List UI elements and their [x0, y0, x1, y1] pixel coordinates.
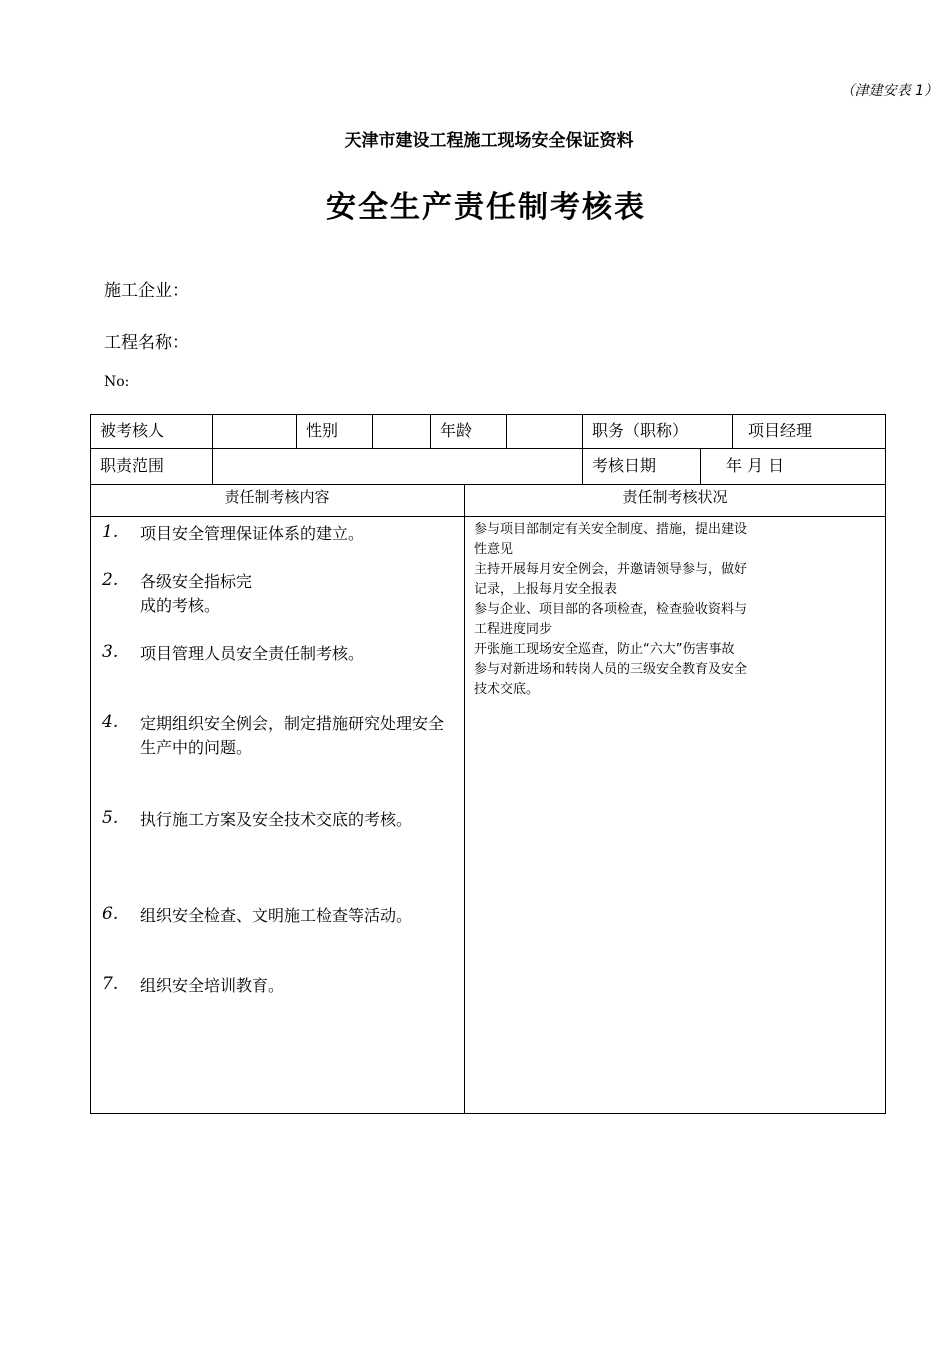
document-subtitle: 天津市建设工程施工现场安全保证资料 [344, 131, 634, 151]
item-number: 6. [102, 904, 119, 924]
assessee-label: 被考核人 [100, 421, 165, 440]
document-title: 安全生产责任制考核表 [326, 190, 646, 225]
position-value: 项目经理 [748, 421, 813, 440]
row-divider [90, 448, 886, 449]
item-number: 5. [102, 808, 119, 828]
item-number: 1. [102, 522, 119, 542]
status-line: 主持开展每月安全例会，并邀请领导参与，做好 [474, 562, 748, 577]
status-line: 技术交底。 [474, 682, 540, 697]
assessment-date-label: 考核日期 [592, 456, 657, 475]
item-number: 4. [102, 712, 119, 732]
status-line: 参与对新进场和转岗人员的三级安全教育及安全 [474, 662, 748, 677]
col-divider [506, 414, 507, 448]
col-divider [212, 414, 213, 484]
col-divider [582, 414, 583, 484]
status-line: 工程进度同步 [474, 622, 553, 637]
content-column-header: 责任制考核内容 [224, 488, 330, 506]
item-text: 项目管理人员安全责任制考核。 [140, 644, 365, 663]
item-number: 2. [102, 570, 119, 590]
gender-label: 性别 [306, 421, 339, 440]
form-code: （津建安表 1） [840, 83, 938, 99]
status-line: 参与企业、项目部的各项检查，检查验收资料与 [474, 602, 748, 617]
status-line: 记录，上报每月安全报表 [474, 582, 618, 597]
item-text: 组织安全培训教育。 [140, 976, 285, 995]
status-line: 性意见 [474, 542, 514, 557]
assessment-status-text [474, 520, 880, 700]
row-divider [90, 484, 886, 485]
item-number: 7. [102, 974, 119, 994]
status-line: 参与项目部制定有关安全制度、措施，提出建设 [474, 522, 748, 537]
col-divider [700, 448, 701, 484]
age-label: 年龄 [440, 421, 473, 440]
item-text: 定期组织安全例会，制定措施研究处理安全生产中的问题。 [140, 714, 445, 757]
number-label: No: [104, 374, 130, 390]
col-divider [372, 414, 373, 448]
enterprise-label: 施工企业： [104, 281, 189, 301]
item-text: 执行施工方案及安全技术交底的考核。 [140, 810, 413, 829]
assessment-date-value: 年 月 日 [726, 456, 785, 475]
status-column-header: 责任制考核状况 [622, 488, 728, 506]
item-text: 组织安全检查、文明施工检查等活动。 [140, 906, 413, 925]
assessment-table [90, 414, 886, 1114]
item-text: 各级安全指标完 成的考核。 [140, 572, 253, 615]
content-col-divider [464, 484, 465, 1114]
item-text: 项目安全管理保证体系的建立。 [140, 524, 365, 543]
status-line: 开张施工现场安全巡查，防止“六大”伤害事故 [474, 642, 735, 657]
position-label: 职务（职称） [592, 421, 689, 440]
project-name-label: 工程名称： [104, 333, 189, 353]
item-number: 3. [102, 642, 119, 662]
col-divider [296, 414, 297, 448]
col-divider [430, 414, 431, 448]
row-divider [90, 516, 886, 517]
scope-label: 职责范围 [100, 456, 165, 475]
col-divider [732, 414, 733, 448]
